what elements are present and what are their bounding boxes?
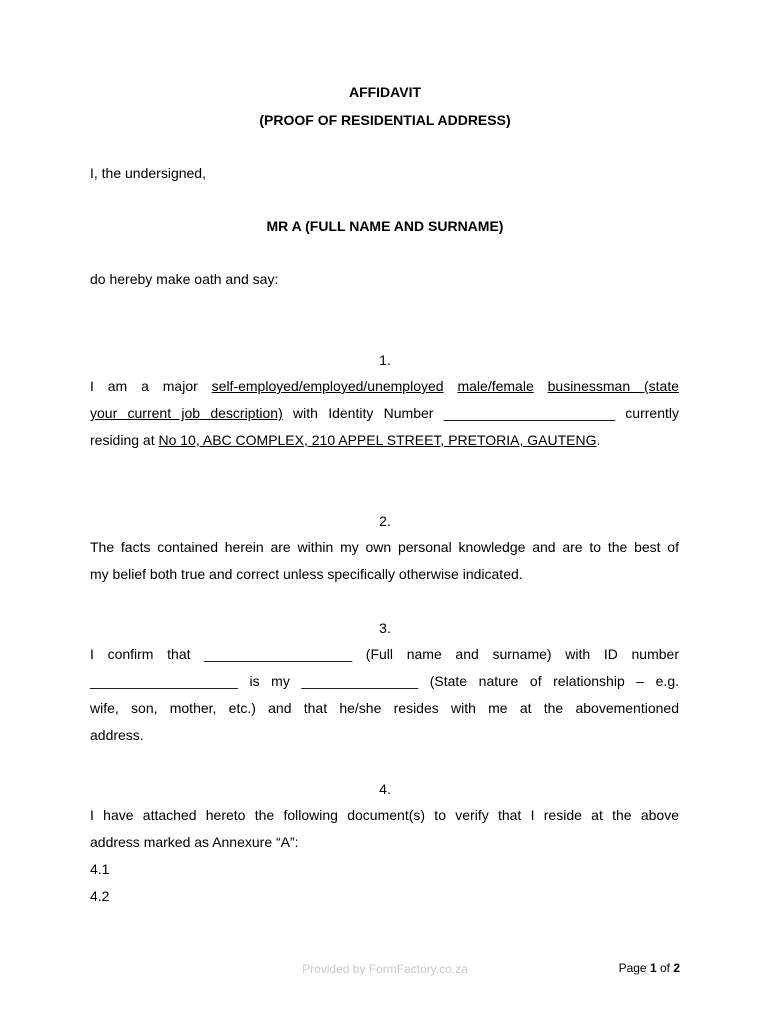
employment-status-options: self-employed/employed/unemployed bbox=[211, 378, 444, 394]
residential-address: No 10, ABC COMPLEX, 210 APPEL STREET, PRETORIA, GAUTENG bbox=[158, 432, 597, 448]
section-2-number: 2. bbox=[379, 513, 391, 529]
section-4-line-2: address marked as Annexure “A”: bbox=[90, 834, 299, 850]
current-page: 1 bbox=[649, 961, 657, 975]
footer-provided-by: Provided by FormFactory.co.za bbox=[302, 962, 468, 976]
section-1-line-3 bbox=[90, 427, 679, 454]
annexure-item-4-1: 4.1 bbox=[90, 861, 110, 877]
section-1-number: 1. bbox=[379, 352, 391, 368]
deponent-name: MR A (FULL NAME AND SURNAME) bbox=[266, 218, 504, 234]
section-3-line-4: address. bbox=[90, 727, 144, 743]
annexure-item-4-2: 4.2 bbox=[90, 888, 110, 904]
intro-line: I, the undersigned, bbox=[90, 165, 206, 181]
oath-line: do hereby make oath and say: bbox=[90, 271, 279, 287]
page-label: Page bbox=[618, 961, 650, 975]
occupation-placeholder-cont: your current job description) bbox=[90, 405, 283, 421]
section-3-line-2: ___________________ is my _______________ (State nature of relationship – e.g. bbox=[90, 673, 679, 689]
section-3-line-3: wife, son, mother, etc.) and that he/she resides with me at the abovementioned bbox=[90, 700, 679, 716]
text-run: . bbox=[596, 432, 601, 448]
section-3-line-1: I confirm that ___________________ (Full name and surname) with ID number bbox=[90, 646, 679, 662]
page-of: of bbox=[656, 961, 674, 975]
section-1-line-1 bbox=[90, 373, 679, 400]
occupation-placeholder: businessman (state bbox=[547, 378, 680, 394]
section-4-line-1: I have attached hereto the following document(s) to verify that I reside at the above bbox=[90, 807, 679, 823]
section-3-number: 3. bbox=[379, 620, 391, 636]
document-subtitle: (PROOF OF RESIDENTIAL ADDRESS) bbox=[259, 112, 511, 128]
text-run bbox=[444, 378, 458, 394]
document-title: AFFIDAVIT bbox=[348, 84, 422, 100]
text-run bbox=[534, 378, 548, 394]
page-number bbox=[619, 961, 680, 975]
section-2-line-2: my belief both true and correct unless specifically otherwise indicated. bbox=[90, 566, 523, 582]
section-2-line-1: The facts contained herein are within my own personal knowledge and are to the best of bbox=[90, 539, 679, 555]
text-run: I am a major bbox=[90, 378, 212, 394]
section-1-line-2 bbox=[90, 400, 679, 427]
section-4-number: 4. bbox=[379, 781, 391, 797]
gender-options: male/female bbox=[457, 378, 534, 394]
total-pages: 2 bbox=[673, 961, 680, 975]
identity-number-field: with Identity Number ______________________ currently bbox=[282, 405, 679, 421]
text-run: residing at bbox=[90, 432, 159, 448]
